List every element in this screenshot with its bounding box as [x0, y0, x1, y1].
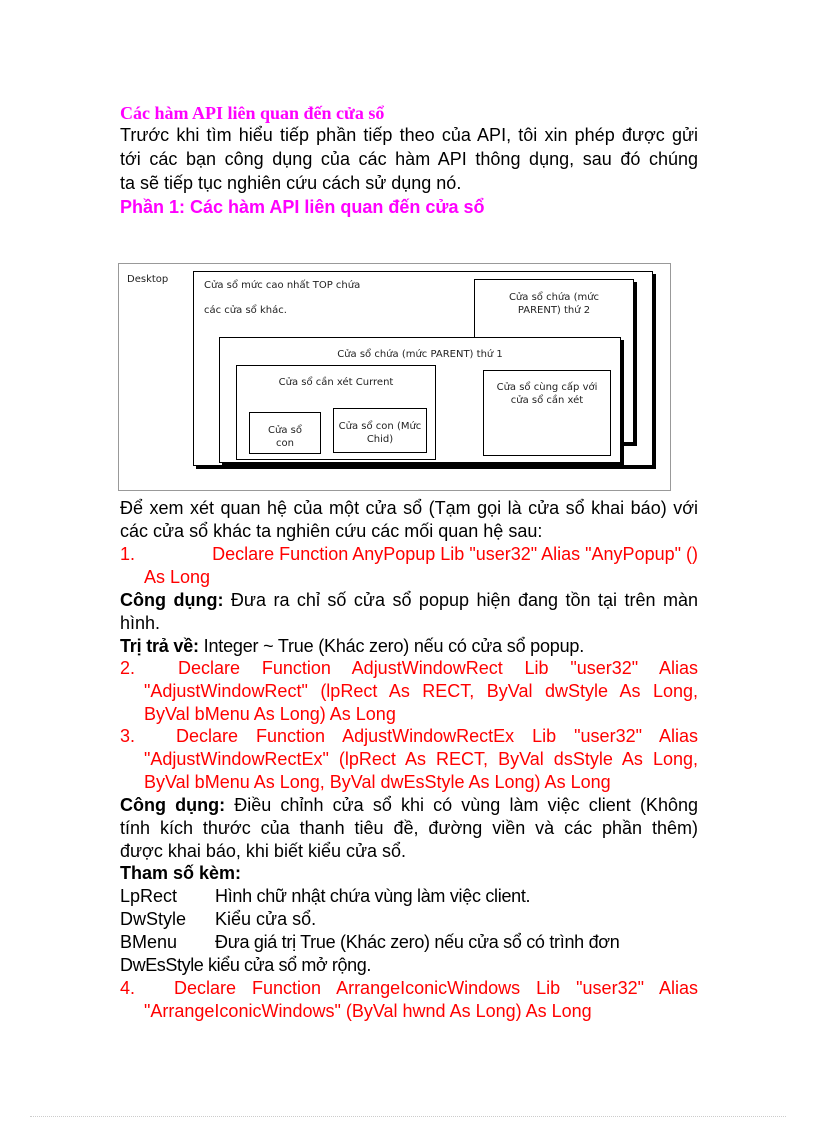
relation-intro-line-1: Để xem xét quan hệ của một cửa sổ (Tạm gọi là cửa sổ khai báo) với: [120, 498, 698, 518]
window-hierarchy-diagram: [118, 263, 671, 491]
intro-line-2: tới các bạn công dụng của các hàm API thông dụng, sau đó chúng: [120, 149, 698, 169]
usage-2-line-1: [120, 794, 698, 817]
intro-line-3: ta sẽ tiếp tục nghiên cứu cách sử dụng nó.: [120, 173, 462, 193]
current-window-label: Cửa sổ cần xét Current: [278, 377, 394, 388]
child-1-label: Cửa sổ con: [268, 425, 302, 449]
section-title: Các hàm API liên quan đến cửa sổ: [120, 103, 385, 123]
item-2-line-1: Declare Function AdjustWindowRect Lib "user32" Alias: [178, 658, 698, 678]
item-2-line-3: ByVal bMenu As Long) As Long: [144, 704, 396, 724]
item-4-line-2: "ArrangeIconicWindows" (ByVal hwnd As Long) As Long: [144, 1001, 592, 1021]
page-footer-divider: [30, 1116, 786, 1117]
return-1-label: Trị trả về:: [120, 636, 199, 656]
intro-line-1: Trước khi tìm hiểu tiếp phần tiếp theo của API, tôi xin phép được gửi: [120, 125, 698, 145]
desktop-label: Desktop: [127, 274, 169, 285]
param-desc-bmenu: Đưa giá trị True (Khác zero) nếu cửa sổ có trình đơn: [215, 932, 620, 952]
item-3-number: 3.: [120, 726, 136, 746]
item-1-line-2: As Long: [144, 567, 211, 587]
item-4-number: 4.: [120, 978, 136, 998]
item-2-number: 2.: [120, 658, 136, 678]
usage-2-label: Công dụng:: [120, 795, 226, 815]
item-3-line-1: Declare Function AdjustWindowRectEx Lib "user32" Alias: [176, 726, 698, 746]
param-name-dwstyle: DwStyle: [120, 909, 187, 929]
item-4-line-1: Declare Function ArrangeIconicWindows Lib "user32" Alias: [174, 978, 698, 998]
item-1-number: 1.: [120, 544, 136, 564]
usage-1-label: Công dụng:: [120, 590, 224, 610]
usage-1-line-1: [120, 589, 698, 612]
usage-2-line-2: tính kích thước của thanh tiêu đề, đường viền và các phần thêm): [120, 818, 698, 838]
item-2-line-2: "AdjustWindowRect" (lpRect As RECT, ByVal dwStyle As Long,: [144, 681, 698, 701]
param-dwesstyle: [120, 954, 371, 977]
top-window-label-1: Cửa sổ mức cao nhất TOP chứa: [204, 280, 361, 291]
item-1-line-1: Declare Function AnyPopup Lib "user32" Alias "AnyPopup" (): [212, 544, 698, 564]
item-3-line-3: ByVal bMenu As Long, ByVal dwEsStyle As Long) As Long: [144, 772, 611, 792]
usage-1-text: Đưa ra chỉ số cửa sổ popup hiện đang tồn tại trên màn: [230, 590, 698, 610]
parent-2-label: Cửa sổ chứa (mức PARENT) thứ 2: [508, 292, 600, 316]
item-3-line-2: "AdjustWindowRectEx" (lpRect As RECT, ByVal dsStyle As Long,: [144, 749, 698, 769]
params-label: Tham số kèm:: [120, 863, 242, 883]
param-desc-dwstyle: Kiểu cửa sổ.: [215, 909, 317, 929]
part-heading: Phần 1: Các hàm API liên quan đến cửa sổ: [120, 197, 485, 217]
usage-1-line-2: hình.: [120, 613, 161, 633]
top-window-label-2: các cửa sổ khác.: [204, 305, 287, 316]
param-name-bmenu: BMenu: [120, 932, 178, 952]
return-1-text: Integer ~ True (Khác zero) nếu có cửa sổ popup.: [203, 636, 585, 656]
parent-1-label: Cửa sổ chứa (mức PARENT) thứ 1: [337, 349, 503, 360]
sibling-window-label: Cửa sổ cùng cấp với cửa sổ cần xét: [496, 382, 598, 406]
param-name-dwesstyle: DwEsStyle: [120, 955, 204, 975]
param-desc-lprect: Hình chữ nhật chứa vùng làm việc client.: [215, 886, 531, 906]
return-1: [120, 635, 584, 658]
usage-2-line-3: được khai báo, khi biết kiểu cửa sổ.: [120, 841, 407, 861]
param-name-lprect: LpRect: [120, 886, 178, 906]
child-2-label: Cửa sổ con (Mức Chid): [338, 421, 422, 445]
param-desc-dwesstyle: kiểu cửa sổ mở rộng.: [208, 955, 371, 975]
relation-intro-line-2: các cửa sổ khác ta nghiên cứu các mối quan hệ sau:: [120, 521, 543, 541]
usage-2-text: Điều chỉnh cửa sổ khi có vùng làm việc client (Không: [234, 795, 698, 815]
